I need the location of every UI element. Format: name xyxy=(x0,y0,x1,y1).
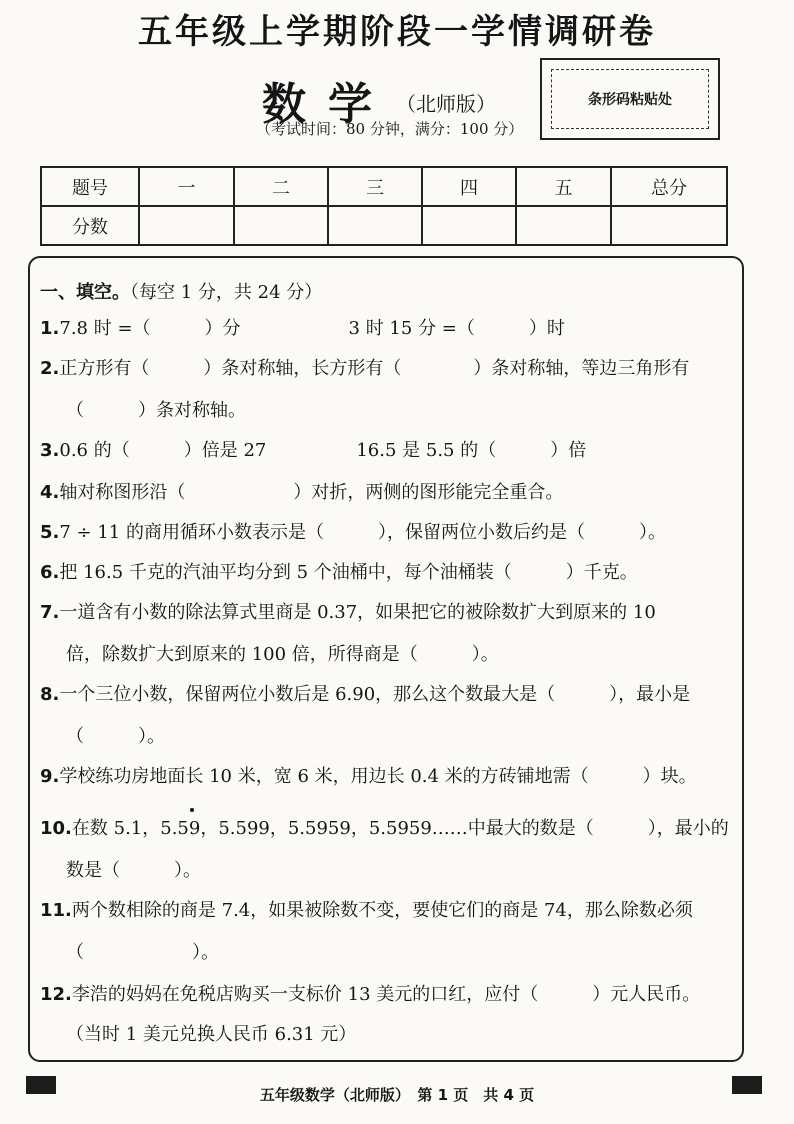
page-footer: 五年级数学（北师版） 第 1 页 共 4 页 xyxy=(259,1086,535,1104)
question-text: 轴对称图形沿（ ）对折，两侧的图形能完全重合。 xyxy=(59,482,564,503)
question-number: 5. xyxy=(40,522,60,543)
question-text: 在数 5.1，5.59，5.599，5.5959，5.5959……中最大的数是（ ），最小的 xyxy=(71,818,729,839)
question-number: 7. xyxy=(40,602,60,623)
question-text: 7.8 时 =（ ）分 3 时 15 分 =（ ）时 xyxy=(59,318,565,339)
question-text: 一道含有小数的除法算式里商是 0.37，如果把它的被除数扩大到原来的 10 xyxy=(59,602,656,623)
section-note: （每空 1 分，共 24 分） xyxy=(130,282,323,303)
exam-info: （考试时间：80 分钟，满分：100 分） xyxy=(256,120,524,138)
score-header-cell: 四 xyxy=(422,167,516,206)
question-line xyxy=(40,520,666,546)
score-header-cell: 一 xyxy=(139,167,234,206)
score-header-cell: 五 xyxy=(516,167,611,206)
score-header-cell: 题号 xyxy=(41,167,139,206)
section-name: 填空。 xyxy=(76,282,130,303)
question-line xyxy=(66,858,201,884)
question-text: 一个三位小数，保留两位小数后是 6.90，那么这个数最大是（ ），最小是 xyxy=(59,684,691,705)
score-cell[interactable] xyxy=(611,206,727,245)
question-text: 把 16.5 千克的汽油平均分到 5 个油桶中，每个油桶装（ ）千克。 xyxy=(59,562,638,583)
question-line xyxy=(40,438,586,464)
question-line xyxy=(66,642,499,668)
question-text: 学校练功房地面长 10 米，宽 6 米，用边长 0.4 米的方砖铺地需（ ）块。 xyxy=(59,766,697,787)
score-cell[interactable] xyxy=(328,206,422,245)
score-row-label: 分数 xyxy=(41,206,139,245)
section-title xyxy=(40,278,322,304)
question-line xyxy=(66,940,219,966)
question-text: 两个数相除的商是 7.4，如果被除数不变，要使它们的商是 74，那么除数必须 xyxy=(71,900,693,921)
score-header-cell: 三 xyxy=(328,167,422,206)
question-line xyxy=(40,816,729,842)
question-text: 倍，除数扩大到原来的 100 倍，所得商是（ ）。 xyxy=(66,644,499,665)
question-text: 数是（ ）。 xyxy=(66,860,201,881)
section-number: 一、 xyxy=(40,282,76,303)
question-line xyxy=(40,560,638,586)
question-number: 11. xyxy=(40,900,72,921)
question-text: （ ）。 xyxy=(66,942,219,963)
question-text: 7 ÷ 11 的商用循环小数表示是（ ），保留两位小数后约是（ ）。 xyxy=(59,522,666,543)
subject-title: 数学 xyxy=(262,79,394,130)
question-number: 8. xyxy=(40,684,60,705)
score-table xyxy=(40,166,728,246)
question-line xyxy=(66,398,246,424)
score-header-cell: 二 xyxy=(234,167,328,206)
question-number: 3. xyxy=(40,440,60,461)
exam-title: 五年级上学期阶段一学情调研卷 xyxy=(138,12,656,52)
score-cell[interactable] xyxy=(422,206,516,245)
question-line xyxy=(40,982,700,1008)
question-text: 李浩的妈妈在免税店购买一支标价 13 美元的口红，应付（ ）元人民币。 xyxy=(71,984,701,1005)
question-text: （ ）。 xyxy=(66,726,165,747)
score-header-cell: 总分 xyxy=(611,167,727,206)
question-text: （ ）条对称轴。 xyxy=(66,400,246,421)
barcode-label: 条形码粘贴处 xyxy=(551,69,709,129)
edition-label: （北师版） xyxy=(396,92,496,116)
question-text: 0.6 的（ ）倍是 27 16.5 是 5.5 的（ ）倍 xyxy=(59,440,587,461)
question-line xyxy=(40,898,693,924)
score-table-score-row xyxy=(41,206,727,245)
score-cell[interactable] xyxy=(139,206,234,245)
question-number: 1. xyxy=(40,318,60,339)
question-text: 正方形有（ ）条对称轴，长方形有（ ）条对称轴，等边三角形有 xyxy=(59,358,690,379)
question-line xyxy=(40,764,697,790)
question-text: （当时 1 美元兑换人民币 6.31 元） xyxy=(66,1024,357,1045)
question-line xyxy=(40,682,690,708)
score-cell[interactable] xyxy=(516,206,611,245)
question-line xyxy=(40,316,565,342)
question-number: 2. xyxy=(40,358,60,379)
score-table-header-row xyxy=(41,167,727,206)
question-line xyxy=(66,1022,356,1048)
question-line xyxy=(40,356,689,382)
question-number: 9. xyxy=(40,766,60,787)
question-number: 4. xyxy=(40,482,60,503)
score-cell[interactable] xyxy=(234,206,328,245)
question-number: 12. xyxy=(40,984,72,1005)
question-line xyxy=(40,600,656,626)
question-number: 6. xyxy=(40,562,60,583)
repeating-decimal-dot xyxy=(190,808,194,812)
question-line xyxy=(66,724,165,750)
question-line xyxy=(40,480,563,506)
question-number: 10. xyxy=(40,818,72,839)
barcode-area xyxy=(540,58,720,140)
